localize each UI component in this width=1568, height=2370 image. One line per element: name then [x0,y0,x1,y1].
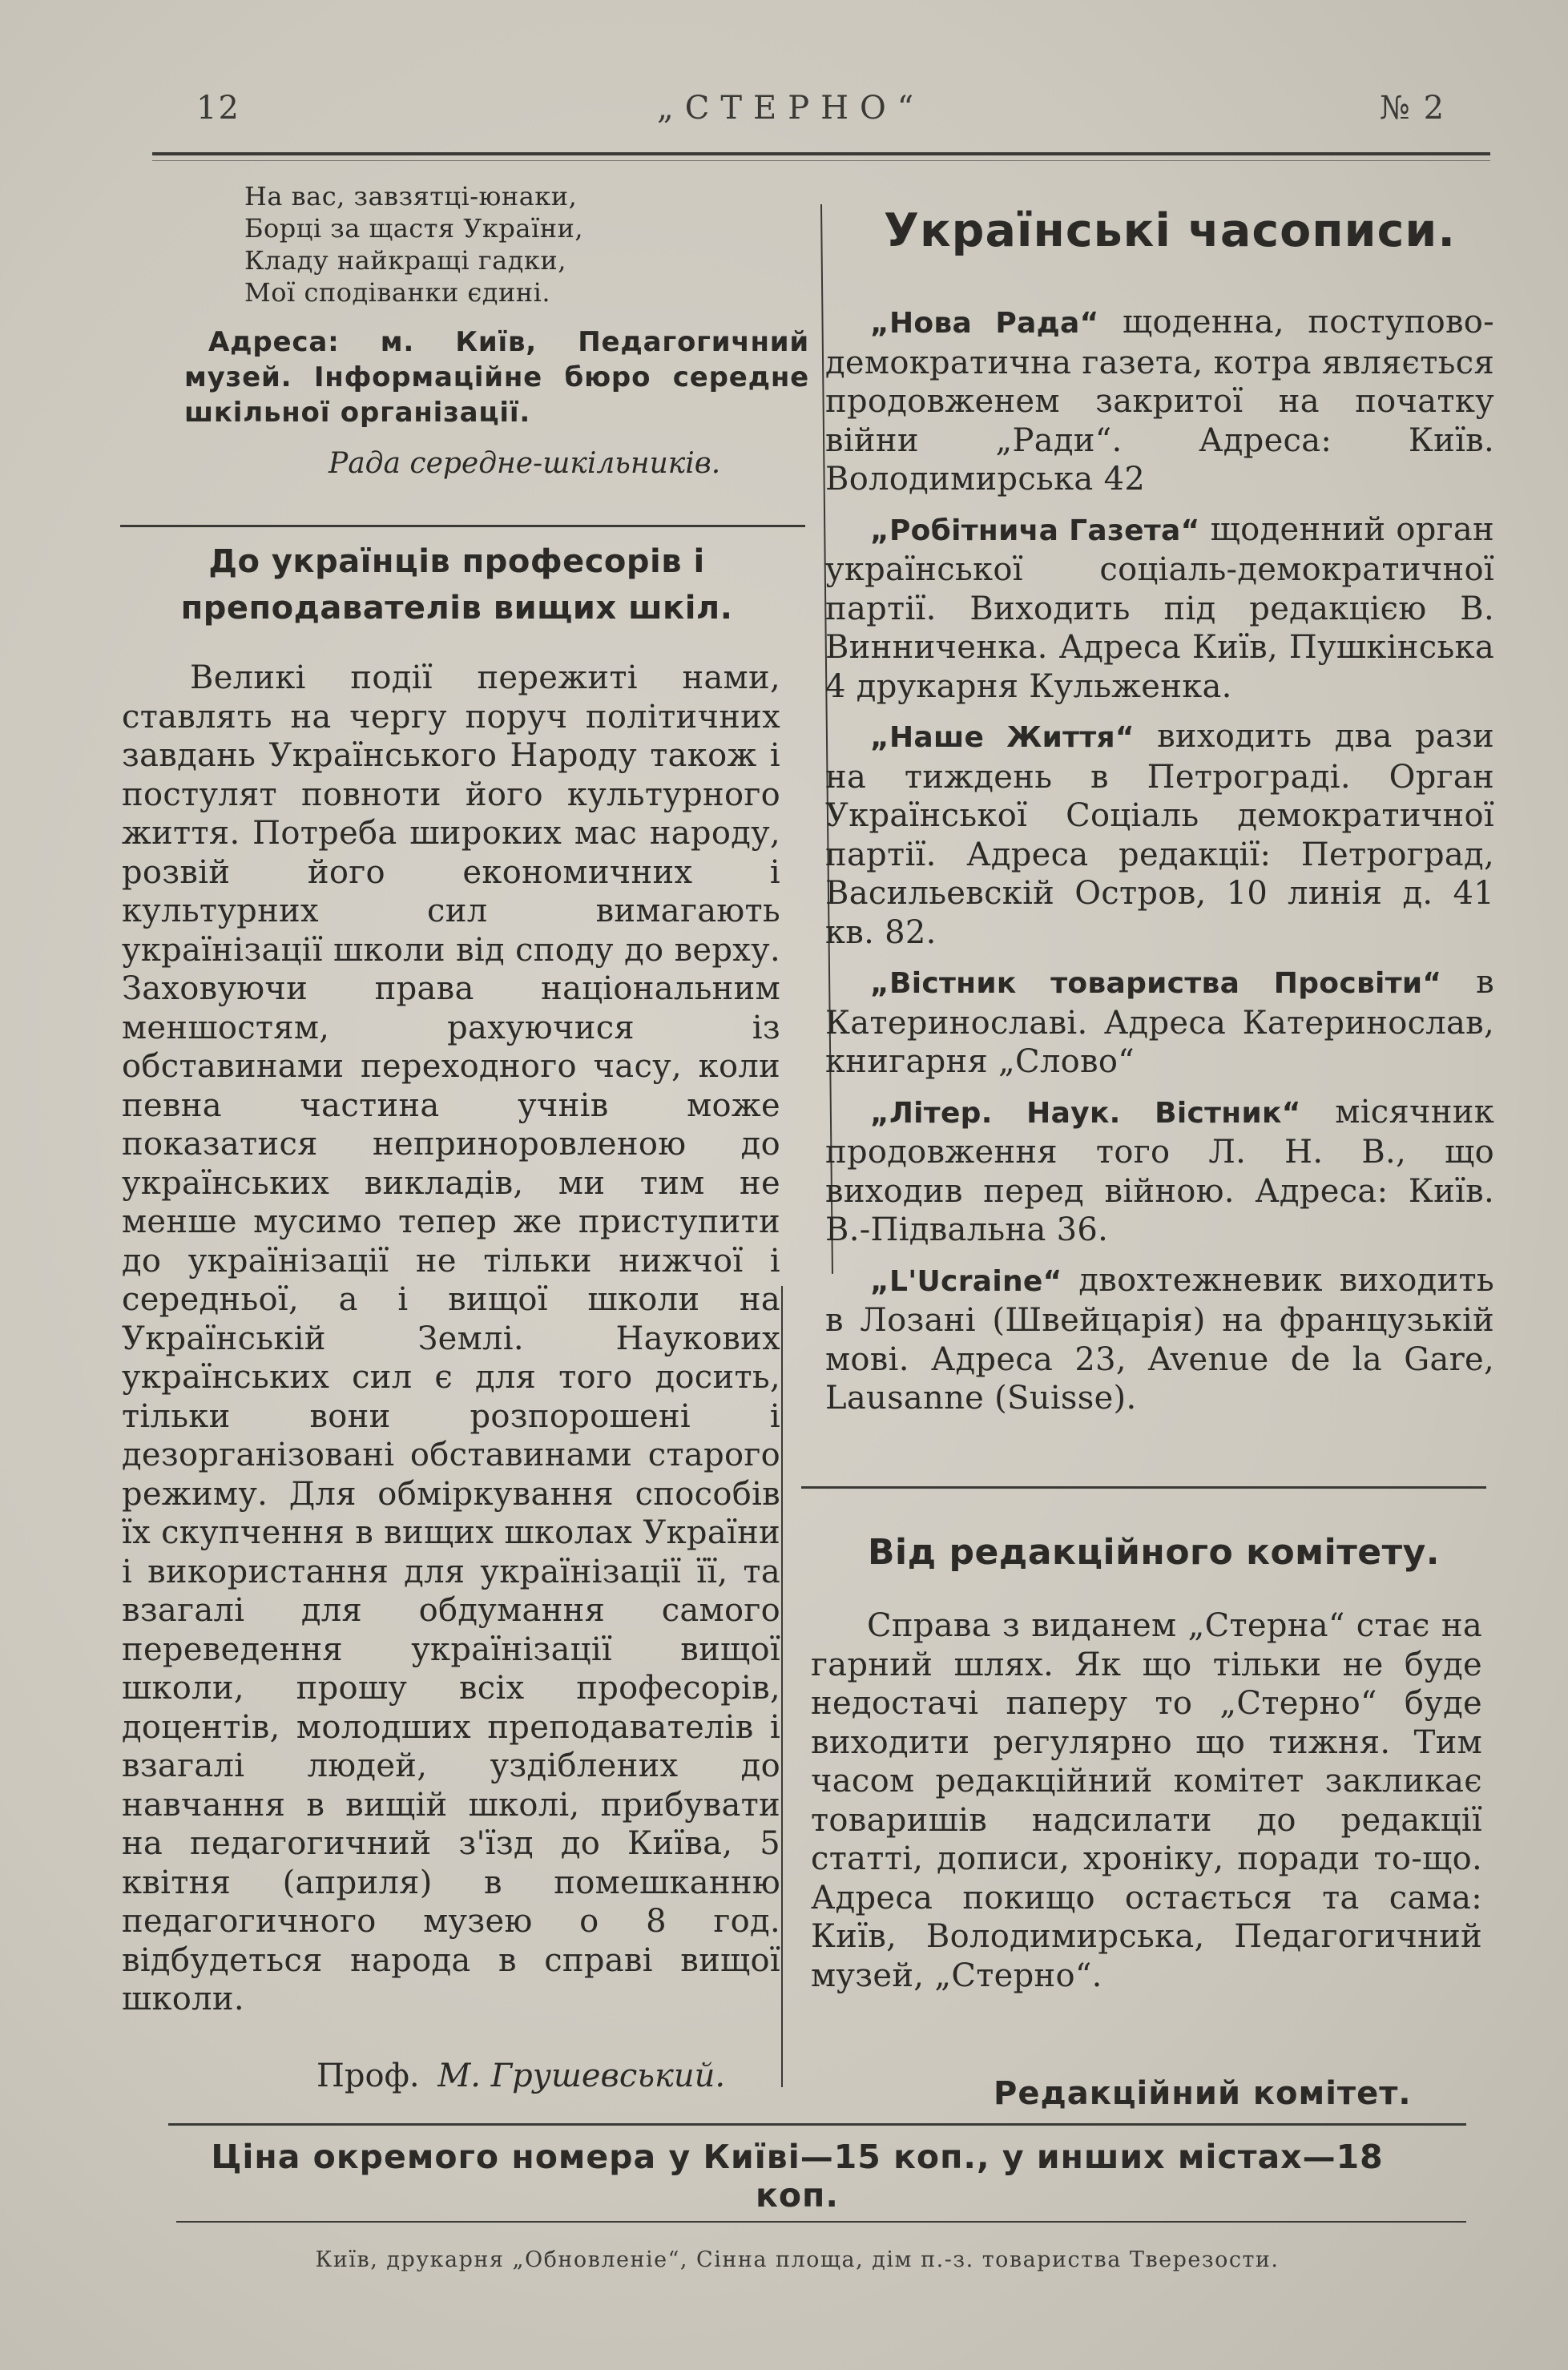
column-divider-lower [781,1286,783,2087]
periodical-name: „Нова Рада“ [870,307,1099,340]
periodical-text: в Катеринославі. Адреса Катеринослав, книгарня „Слово“ [825,964,1494,1080]
committee-title: Від редакційного комітету. [868,1532,1440,1573]
poem-line: Борці за щастя України, [244,213,584,244]
periodical-text: виходить два рази на тиждень в Петрограді. Орган Української Соціаль демократичної партії. Адреса редакції: Петроград, Васильевскій Остров, 10 линія д. 41 кв. 82. [825,718,1494,951]
article-signature [316,2058,725,2094]
signature-name: М. Грушевський. [437,2058,726,2094]
committee-signature: Редакційний комітет. [994,2075,1412,2112]
periodical-entry [825,963,1494,1082]
periodical-text: щоденний орган української соціаль-демократичної партії. Виходить під редакцією В. Винниченка. Адреса Київ, Пушкінська 4 друкарня Кульженка. [825,510,1495,705]
printer-imprint: Київ, друкарня „Обновленіе“, Сінна площа, дім п.-з. товариства Тверезости. [315,2247,1280,2272]
issue-number: № 2 [1380,90,1446,127]
periodicals-list [825,303,1494,1429]
price-line: Ціна окремого номера у Київі—15 коп., у инших містах—18 коп. [211,2138,1384,2215]
committee-body [811,1606,1482,1995]
periodical-text: двохтежневик виходить в Лозані (Швейцарія) на французькій мові. Адреса 23, Avenue de la Gare, Lausanne (Suisse). [825,1261,1494,1417]
poem-line: Кладу найкращі гадки, [244,245,566,276]
periodical-entry [825,303,1494,499]
header-rule [152,152,1490,155]
section-title: Українські часописи. [884,204,1456,257]
periodical-name: „Літер. Наук. Вістник“ [870,1096,1301,1130]
footer-rule-top [168,2123,1466,2126]
periodical-name: „Робітнича Газета“ [870,514,1200,547]
periodical-text: місячник продовження того Л. Н. В., що виходив перед війною. Адреса: Київ. В.-Підвальна 36. [825,1093,1494,1248]
periodical-entry [825,717,1494,952]
footer-rule-bottom [176,2221,1466,2223]
periodical-entry [825,510,1494,707]
header-rule-thin [152,160,1490,161]
periodical-name: „Вістник товариства Просвіти“ [870,967,1442,1000]
section-rule-left [120,525,805,527]
poem-block [244,180,725,308]
poem-line: На вас, завзятці-юнаки, [244,181,578,212]
periodical-name: „Наше Життя“ [870,721,1135,754]
periodical-entry [825,1093,1494,1250]
article-paragraph: Великі події пережиті нами, ставлять на чергу поруч політичних завдань Українського Народу також і постулят повноти його культурного життя. Потреба широких мас народу, розвій його економичних і культурних сил вимагають українізації школи від споду до верху. Заховуючи права національним меншостям, рахуючися із обставинами переходного часу, коли певна частина учнів може показатися неприноровленою до українських викладів, ми тим не менше мусимо тепер же приступити до українізації не тільки нижчої і середньої, а і вищої школи на Українській Землі. Наукових українських сил є для того досить, тільки вони розпорошені і дезорганізовані обставинами старого режиму. Для обміркування способів їх скупчення в вищих школах України і використання для українізації її, та взагалі для обдумання самого переведення українізації вищої школи, прошу всіх професорів, доцентів, молодших преподавателів і взагалі людей, уздіблених до навчання в вищій школі, прибувати на педагогичний з'їзд до Київа, 5 квітня (априля) в помешканню педагогичного музею о 8 год. відбудеться народа в справі вищої школи. [122,659,780,2017]
committee-paragraph: Справа з виданем „Стерна“ стає на гарний шлях. Як що тільки не буде недостачі паперу то „Стерно“ буде виходити регулярно що тижня. Тим часом редакційний комітет закликає товаришів надсилати до редакції статті, дописи, хроніку, поради то-що. Адреса покищо остається та сама: Київ, Володимирська, Педагогичний музей, „Стерно“. [811,1607,1482,1994]
address-note: Адреса: м. Київ, Педагогичний музей. Інформаційне бюро середне шкільної організації. [184,326,809,429]
periodical-text: щоденна, поступово-демократична газета, котра являється продовженем закритої на початку війни „Ради“. Адреса: Київ. Володимирська 42 [825,304,1494,498]
page-number: 12 [196,90,240,127]
masthead-title: „СТЕРНО“ [657,90,925,127]
poem-line: Мої сподіванки єдині. [244,277,550,308]
section-rule-right [801,1486,1486,1489]
periodical-name: „L'Ucraine“ [870,1264,1062,1298]
periodical-entry [825,1261,1494,1418]
article-title: До українців професорів і преподавателів вищих шкіл. [180,543,733,627]
address-signature: Рада середне-шкільників. [329,447,721,480]
signature-title: Проф. [316,2058,420,2094]
article-body [122,659,780,2019]
